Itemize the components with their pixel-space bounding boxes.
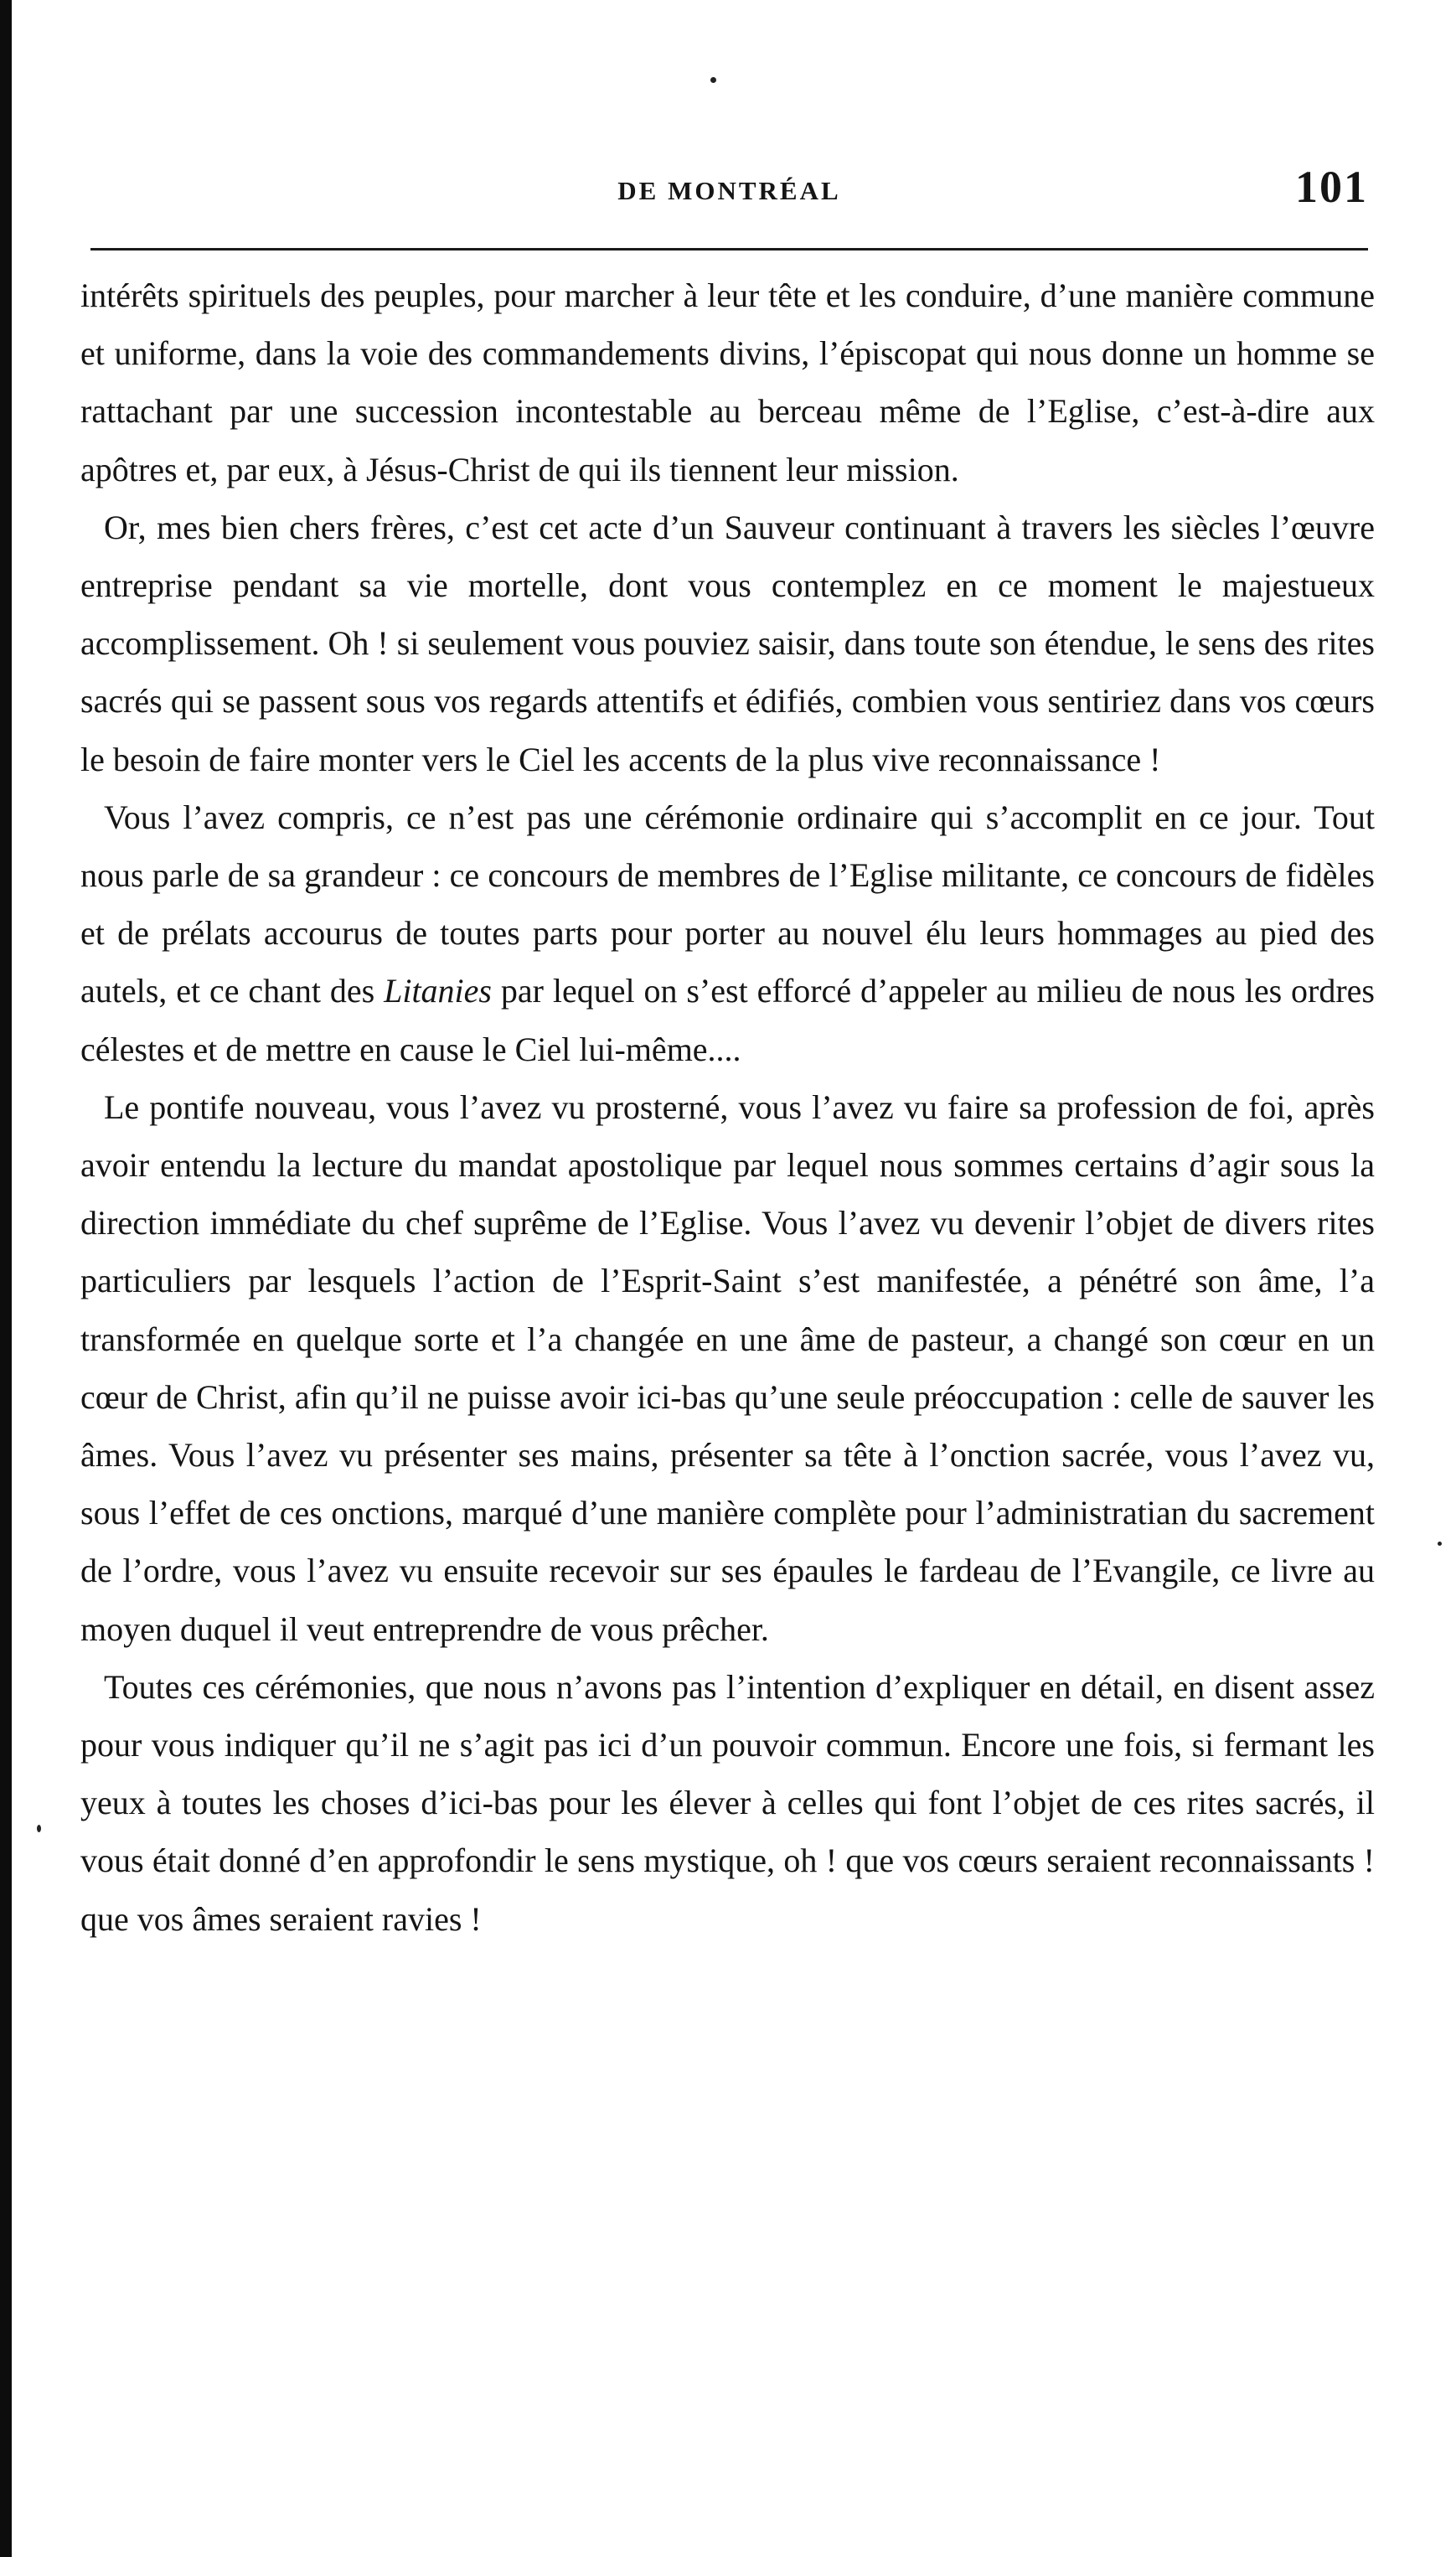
body-text bbox=[80, 266, 1375, 1948]
page-number: 101 bbox=[1295, 162, 1368, 212]
paragraph-3-part-1: Vous l’avez compris, ce n’est pas une cérémonie ordinaire qui s’accomplit en ce jour. Tout nous parle de sa grandeur : ce concours de membres de l’Eglise militante, ce concours de fidèles et de prélats accourus de toutes parts pour porter au nouvel élu leurs hommages au pied des autels, et ce chant des bbox=[80, 798, 1375, 1010]
paragraph-3-part-2: par lequel on s’est efforcé d’appeler au milieu de nous les ordres célestes et de mettre en cause le Ciel lui-même.... bbox=[80, 972, 1375, 1068]
paragraph-2: Or, mes bien chers frères, c’est cet acte d’un Sauveur continuant à travers les siècles l’œuvre entreprise pendant sa vie mortelle, dont vous contemplez en ce moment le majestueux accomplissement. Oh ! si seulement vous pouviez saisir, dans toute son étendue, le sens des rites sacrés qui se passent sous vos regards attentifs et édifiés, combien vous sentiriez dans vos cœurs le besoin de faire monter vers le Ciel les accents de la plus vive reconnaissance ! bbox=[80, 508, 1375, 778]
running-head: DE MONTRÉAL bbox=[617, 176, 841, 205]
header-rule bbox=[90, 248, 1368, 251]
italic-litanies: Litanies bbox=[384, 972, 492, 1010]
page-header bbox=[90, 161, 1368, 228]
binding-edge bbox=[0, 0, 12, 2557]
paragraph-3 bbox=[80, 788, 1375, 1078]
print-speck bbox=[710, 77, 716, 83]
paragraph-5: Toutes ces cérémonies, que nous n’avons pas l’intention d’expliquer en détail, en disent assez pour vous indiquer qu’il ne s’agit pas ici d’un pouvoir commun. Encore une fois, si fermant les yeux à toutes les choses d’ici-bas pour les élever à celles qui font l’objet de ces rites sacrés, il vous était donné d’en approfondir le sens mystique, oh ! que vos cœurs seraient reconnaissants ! que vos âmes seraient ravies ! bbox=[80, 1667, 1375, 1938]
print-speck bbox=[1438, 1542, 1442, 1546]
paragraph-4: Le pontife nouveau, vous l’avez vu prosterné, vous l’avez vu faire sa profession de foi, après avoir entendu la lecture du mandat apostolique par lequel nous sommes certains d’agir sous la direction immédiate du chef suprême de l’Eglise. Vous l’avez vu devenir l’objet de divers rites particuliers par lesquels l’action de l’Esprit-Saint s’est manifestée, a pénétré son âme, l’a transformée en quelque sorte et l’a changée en une âme de pasteur, a changé son cœur en un cœur de Christ, afin qu’il ne puisse avoir ici-bas qu’une seule préoccupation : celle de sauver les âmes. Vous l’avez vu présenter ses mains, présenter sa tête à l’onction sacrée, vous l’avez vu, sous l’effet de ces onctions, marqué d’une manière complète pour l’administratian du sacrement de l’ordre, vous l’avez vu ensuite recevoir sur ses épaules le fardeau de l’Evangile, ce livre au moyen duquel il veut entreprendre de vous prêcher. bbox=[80, 1087, 1375, 1648]
print-speck bbox=[37, 1825, 41, 1832]
paragraph-1: intérêts spirituels des peuples, pour marcher à leur tête et les conduire, d’une manière commune et uniforme, dans la voie des commandements divins, l’épiscopat qui nous donne un homme se rattachant par une succession incontestable au berceau même de l’Eglise, c’est-à-dire aux apôtres et, par eux, à Jésus-Christ de qui ils tiennent leur mission. bbox=[80, 276, 1375, 488]
